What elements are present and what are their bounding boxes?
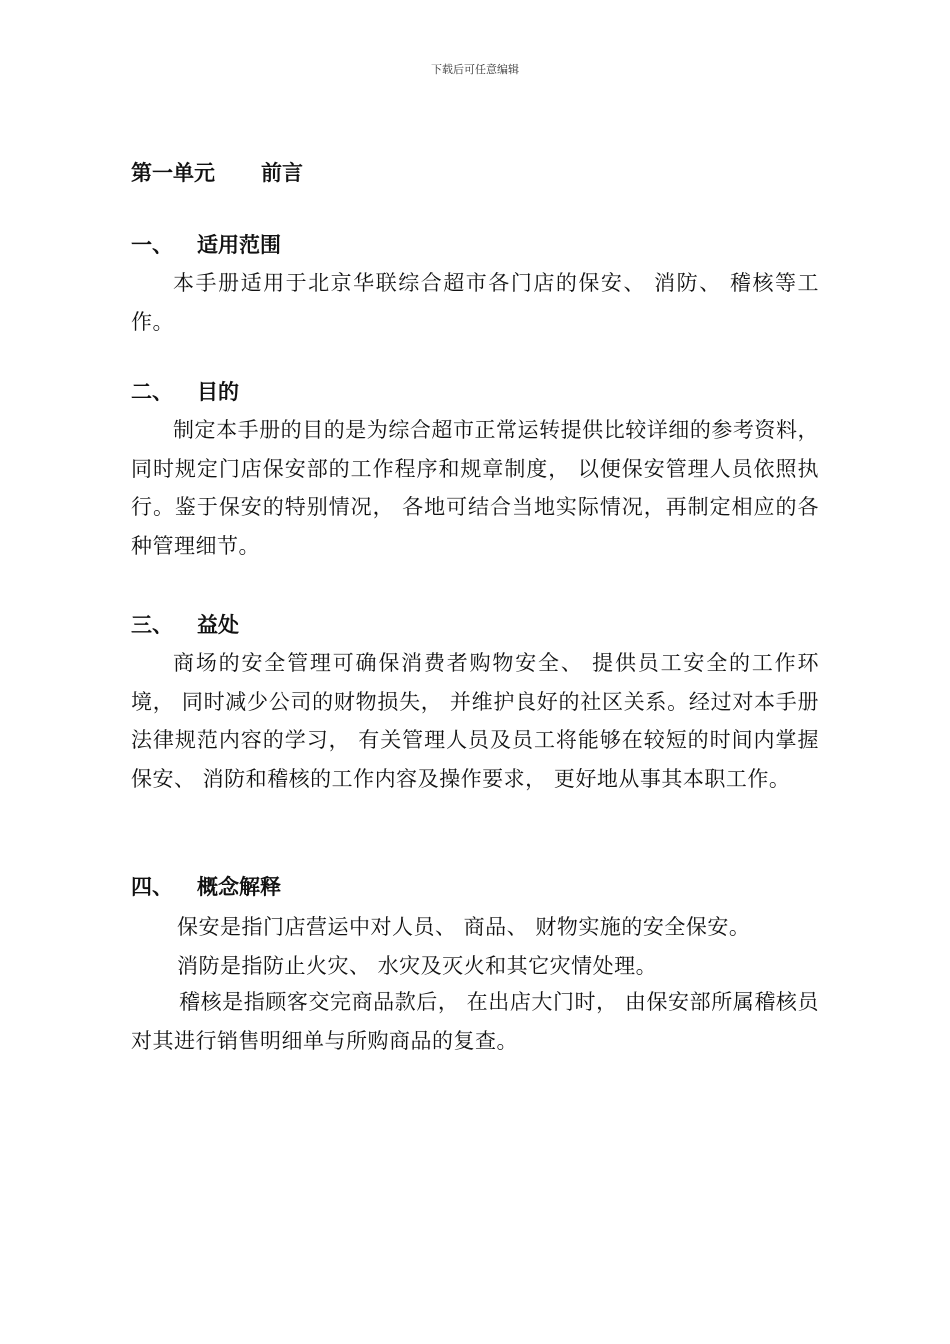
concept-line-audit: 稽核是指顾客交完商品款后， 在出店大门时， 由保安部所属稽核员对其进行销售明细单与所购商品的复查。 — [131, 990, 819, 1053]
section-title: 适用范围 — [197, 233, 281, 257]
concept-line-fire: 消防是指防止火灾、 水灾及灭火和其它灾情处理。 — [177, 954, 658, 978]
unit-heading: 前言 — [261, 161, 303, 185]
section-title: 概念解释 — [197, 875, 281, 899]
section-title: 益处 — [197, 613, 239, 637]
concept-line-security: 保安是指门店营运中对人员、 商品、 财物实施的安全保安。 — [177, 915, 751, 939]
section-number: 一、 — [131, 233, 173, 257]
section-heading-benefit — [131, 609, 239, 639]
section-number: 二、 — [131, 380, 173, 404]
unit-title — [131, 157, 303, 187]
section-number: 四、 — [131, 875, 173, 899]
page-header-note: 下载后可任意编辑 — [431, 63, 519, 76]
section-heading-concepts — [131, 871, 281, 901]
section-body-purpose: 制定本手册的目的是为综合超市正常运转提供比较详细的参考资料， 同时规定门店保安部的工作程序和规章制度， 以便保安管理人员依照执行。鉴于保安的特别情况， 各地可结合当地实际情况，再制定相应的各种管理细节。 — [131, 418, 819, 558]
section-number: 三、 — [131, 613, 173, 637]
unit-label: 第一单元 — [131, 161, 215, 185]
section-heading-scope — [131, 229, 281, 259]
section-body-benefit: 商场的安全管理可确保消费者购物安全、 提供员工安全的工作环境， 同时减少公司的财物损失， 并维护良好的社区关系。经过对本手册法律规范内容的学习， 有关管理人员及员工将能够在较短的时间内掌握保安、 消防和稽核的工作内容及操作要求， 更好地从事其本职工作。 — [131, 651, 819, 791]
section-title: 目的 — [197, 380, 239, 404]
section-heading-purpose — [131, 376, 239, 406]
section-body-scope: 本手册适用于北京华联综合超市各门店的保安、 消防、 稽核等工作。 — [131, 271, 819, 334]
